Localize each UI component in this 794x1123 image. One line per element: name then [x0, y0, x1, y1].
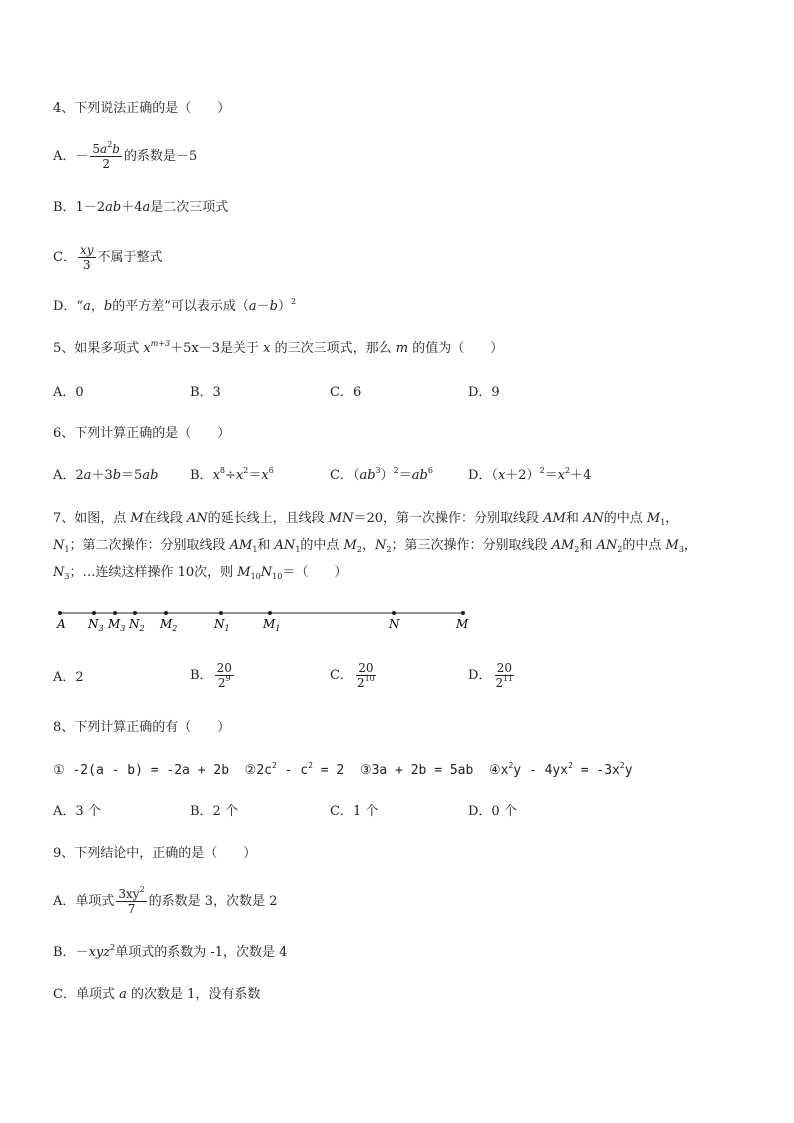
label-n: N: [389, 617, 400, 631]
point-n: [392, 611, 396, 615]
q7-stem-line-1: 7、如图，点 M在线段 AN的延长线上，且线段 MN＝20，第一次操作：分别取线段 AM和 AN的中点 $M_1$，: [53, 511, 679, 527]
q8-stem: 8、下列计算正确的有（ ）: [53, 720, 231, 735]
q5-option-b: B．3: [190, 385, 221, 400]
q5-stem: 5、如果多项式 $x^{m+3}+5x-3$是关于 x 的三次三项式，那么 m 的值为（ ）: [53, 339, 504, 356]
q7-option-a: A．2: [53, 670, 84, 685]
q6-option-d: D．$(x+2)^2=x^2+4$: [468, 466, 592, 483]
q6-option-c: C．$(ab^3)^2=ab^6$: [330, 466, 433, 483]
point-a: [58, 611, 62, 615]
q9-option-a: A．单项式 $\frac{3xy^2}{7}$ 的系数是 3，次数是 2: [53, 885, 278, 916]
label-n2: $N_2$: [129, 617, 145, 633]
q6-option-b: B．$x^8\div x^2=x^6$: [190, 466, 274, 483]
segment-figure: [0, 600, 794, 640]
q9-option-b: B．－xyz$^2$单项式的系数为 -1，次数是 4: [53, 943, 288, 960]
q8-item-3: ③3a + 2b = 5ab: [359, 763, 474, 778]
q7-b-fraction: $\frac{20}{2^9}$: [216, 661, 232, 690]
q8-option-a: A．3 个: [53, 804, 101, 819]
q4-a-fraction: $\frac{5a^2b}{2}$: [92, 140, 120, 171]
q4-option-a: A．－ $\frac{5a^2b}{2}$ 的系数是－5: [53, 140, 198, 171]
point-m2: [164, 611, 168, 615]
label-m3: $M_3$: [108, 617, 126, 633]
q7-c-fraction: $\frac{20}{2^{10}}$: [356, 661, 375, 690]
q4-stem: 4、下列说法正确的是（ ）: [53, 101, 231, 116]
q8-item-4: $④x^2y - 4yx^2 = -3x^2y$: [488, 761, 633, 778]
label-m: M: [456, 617, 469, 631]
q8-option-d: D．0 个: [468, 804, 517, 819]
point-n2: [133, 611, 137, 615]
q7-option-b: B． $\frac{20}{2^9}$: [190, 661, 232, 690]
q4-c-fraction: $\frac{xy}{3}$: [79, 243, 94, 272]
q7-stem-line-2: $N_1$；第二次操作：分别取线段 $AM_1$和 $AN_1$的中点 $M_2$，$N_2$；第三次操作：分别取线段 $AM_2$和 $AN_2$的中点 $M_3$，: [53, 538, 697, 554]
q8-items: [53, 762, 633, 780]
q8-item-2: $②2c^2 - c^2 = 2$: [244, 761, 345, 778]
q6-option-a: A．2a＋3b＝5ab: [53, 468, 159, 483]
q9-option-c: C．单项式 a 的次数是 1，没有系数: [53, 987, 261, 1002]
q7-stem-line-3: $N_3$；…连续这样操作 10次，则 $M_{10}N_{10}=$（ ）: [53, 565, 348, 581]
q8-option-c: C．1 个: [330, 804, 379, 819]
q8-item-1: ① -2(a - b) = -2a + 2b: [53, 763, 230, 778]
point-n3: [92, 611, 96, 615]
q9-stem: 9、下列结论中，正确的是（ ）: [53, 846, 257, 861]
q6-stem: 6、下列计算正确的是（ ）: [53, 426, 231, 441]
q5-option-c: C．6: [330, 385, 362, 400]
q5-option-d: D．9: [468, 385, 500, 400]
point-m: [461, 611, 465, 615]
q4-option-d: D．“a，b的平方差”可以表示成$(a-b)^2$: [53, 297, 297, 314]
point-m3: [113, 611, 117, 615]
label-n3: $N_3$: [88, 617, 104, 633]
q7-option-d: D． $\frac{20}{2^{11}}$: [468, 661, 514, 690]
q7-option-c: C． $\frac{20}{2^{10}}$: [330, 661, 375, 690]
q4-option-b: B．1－2ab＋4a是二次三项式: [53, 200, 229, 215]
q7-d-fraction: $\frac{20}{2^{11}}$: [495, 661, 514, 690]
point-m1: [268, 611, 272, 615]
label-n1: $N_1$: [214, 617, 230, 633]
q8-option-b: B．2 个: [190, 804, 238, 819]
label-m2: $M_2$: [160, 617, 178, 633]
q9-a-fraction: $\frac{3xy^2}{7}$: [118, 885, 145, 916]
q4-option-c: C． $\frac{xy}{3}$ 不属于整式: [53, 243, 163, 272]
label-a: A: [57, 617, 66, 631]
label-m1: $M_1$: [263, 617, 281, 633]
point-n1: [219, 611, 223, 615]
q5-option-a: A．0: [53, 385, 84, 400]
